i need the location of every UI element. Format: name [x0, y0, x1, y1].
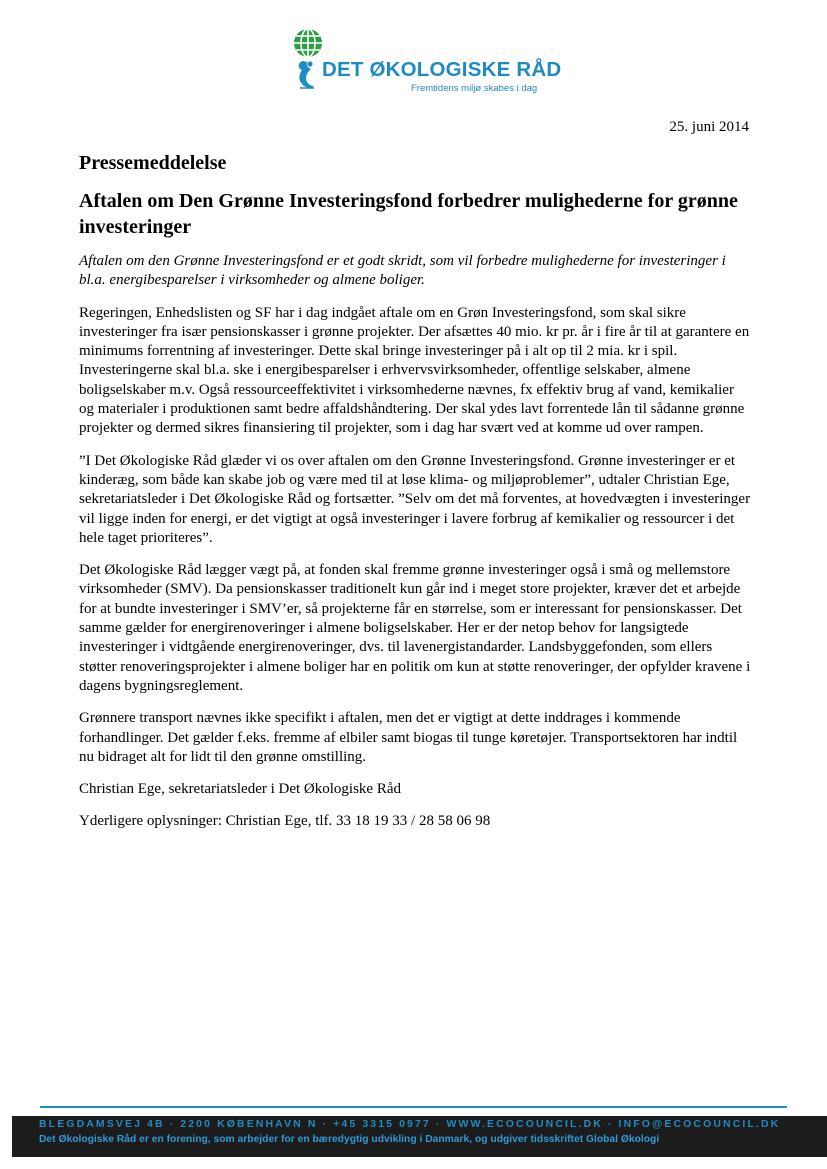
- lead-paragraph: Aftalen om den Grønne Investeringsfond er et godt skridt, som vil forbedre mulighederne for investeringer i bl.a. energibesparelser i virksomheder og almene boliger.: [79, 253, 726, 289]
- contact-line: Yderligere oplysninger: Christian Ege, tlf. 33 18 19 33 / 28 58 06 98: [79, 813, 491, 830]
- globe-person-icon: [290, 28, 326, 92]
- logo: [290, 28, 562, 98]
- body-paragraph: Regeringen, Enhedslisten og SF har i dag indgået aftale om en Grøn Investeringsfond, som skal sikre investeringer fra især pensionskasser i grønne projekter. Der afsættes 40 mio. kr pr. år i fire år til at garantere en minimums forrentning af investeringer. Dette skal bringe investeringer på i alt op til 2 mia. kr i spil. Investeringerne skal bl.a. ske i energibesparelser i erhvervsvirksomheder, offentlige selskaber, almene boligselskaber m.v. Også ressourceeffektivitet i virksomhederne nævnes, fx effektiv brug af vand, kemikalier og materialer i produktionen samt bedre affaldshåndtering. Der skal ydes lavt forrentede lån til sådanne grønne projekter og dermed sikres finansiering til projekter, som i dag har svært ved at komme ud over rampen.: [79, 304, 750, 437]
- body-paragraph: Grønnere transport nævnes ikke specifikt i aftalen, men det er vigtigt at dette inddrages i kommende forhandlinger. Det gælder f.eks. fremme af elbiler samt biogas til tunge køretøjer. Transportsektoren har indtil nu bidraget alt for lidt til den grønne omstilling.: [79, 710, 738, 765]
- body-paragraph: Det Økologiske Råd lægger vægt på, at fonden skal fremme grønne investeringer også i små og mellemstore virksomheder (SMV). Da pensionskasser traditionelt kun går ind i meget store projekter, kræver det et arbejde for at bundte investeringer i SMV’er, så projekterne får en størrelse, som er interessant for pensionskasser. Det samme gælder for energirenoveringer i almene boligselskaber. Her er der netop behov for langsigtede investeringer i vidtgående energirenoveringer, dvs. til lavenergistandarder. Landsbyggefonden, som ellers støtter renoveringsprojekter i almene boliger har en politik om kun at støtte renoveringer, der opfylder kravene i dagens bygningsreglement.: [79, 562, 751, 694]
- footer-divider: [40, 1106, 787, 1108]
- document-type-heading: Pressemeddelelse: [79, 152, 227, 174]
- logo-tagline: Fremtidens miljø skabes i dag: [411, 83, 538, 94]
- press-release-content: [79, 148, 751, 832]
- quote-paragraph: ”I Det Økologiske Råd glæder vi os over aftalen om den Grønne Investeringsfond. Grønne investeringer er et kinderæg, som både kan skabe job og være med til at løse klima- og miljøproblemer”, udtaler Christian Ege, sekretariatsleder i Det Økologiske Råd og fortsætter. ”Selv om det må forventes, at hovedvægten i investeringer vil ligge inden for energi, er det vigtigt at også investeringer i lavere forbrug af kemikalier og ressourcer i det hele taget prioriteres”.: [79, 452, 751, 546]
- logo-name: DET ØKOLOGISKE RÅD: [322, 58, 562, 81]
- document-date: 25. juni 2014: [669, 119, 749, 135]
- signature-line: Christian Ege, sekretariatsleder i Det Økologiske Råd: [79, 781, 401, 798]
- headline: Aftalen om Den Grønne Investeringsfond forbedrer mulighederne for grønne investeringer: [79, 190, 738, 238]
- footer-address: BLEGDAMSVEJ 4B · 2200 KØBENHAVN N · +45 3315 0977 · WWW.ECOCOUNCIL.DK · INFO@ECOCOUNCIL.DK: [39, 1118, 781, 1130]
- footer-about: Det Økologiske Råd er en forening, som arbejder for en bæredygtig udvikling i Danmark, og udgiver tidsskriftet Global Økologi: [39, 1134, 660, 1145]
- footer: [12, 1116, 827, 1157]
